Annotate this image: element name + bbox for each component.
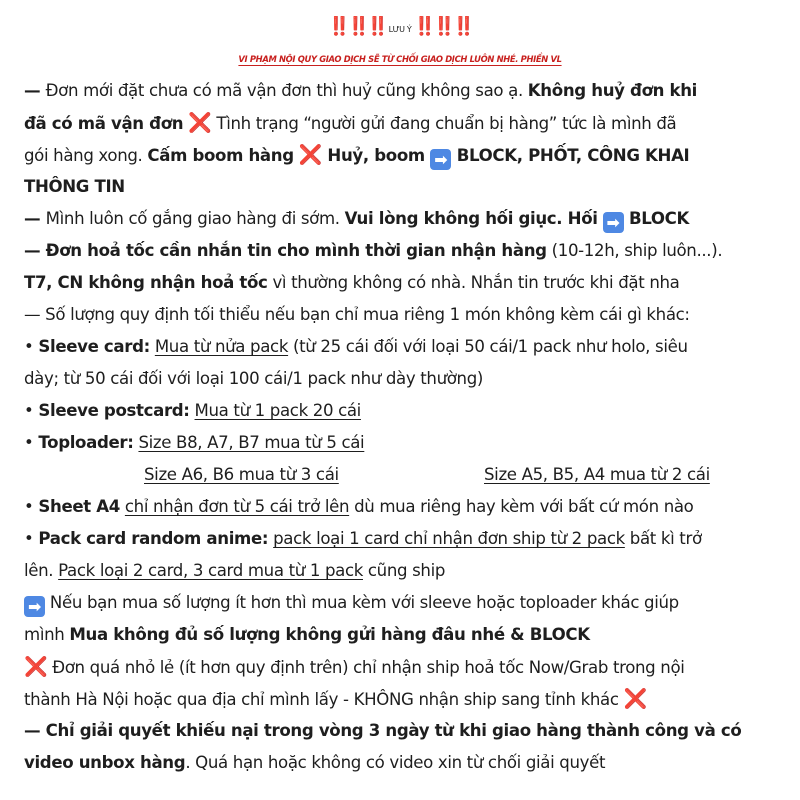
rule-sheet-a4 — [24, 491, 784, 523]
text: . Quá hạn hoặc không có video xin từ chối giải quyết — [185, 753, 606, 772]
rule-complaint-line-1 — [24, 715, 784, 747]
item-rule: Size A6, B6 mua từ 3 cái — [144, 465, 339, 484]
rule-minimum-intro — [24, 299, 784, 331]
cross-mark-icon: ❌ — [298, 144, 322, 166]
right-arrow-icon: ➡ — [430, 149, 451, 170]
right-arrow-icon: ➡ — [24, 596, 45, 617]
item-rule: Pack loại 2 card, 3 card mua từ 1 pack — [58, 561, 363, 580]
double-exclamation-icon: ‼️‼️‼️ — [328, 16, 387, 37]
bullet: • — [24, 497, 39, 516]
text: thành Hà Nội hoặc qua địa chỉ mình lấy - KHÔNG nhận ship sang tỉnh khác — [24, 690, 624, 709]
item-rule: Mua từ 1 pack 20 cái — [194, 401, 361, 420]
rule-complaint-line-2 — [24, 747, 784, 779]
bold-text: BLOCK, PHỐT, CÔNG KHAI — [451, 146, 690, 165]
item-rule: chỉ nhận đơn từ 5 cái trở lên — [124, 497, 350, 516]
rule-cancel-line-3 — [24, 139, 784, 172]
rule-cancel-line-2 — [24, 107, 784, 140]
rule-sleeve-postcard — [24, 395, 784, 427]
rule-combo-line-2 — [24, 619, 784, 651]
bold-text: Mua không đủ số lượng không gửi hàng đâu nhé & BLOCK — [69, 625, 590, 644]
bold-text: đã có mã vận đơn — [24, 114, 184, 133]
rule-pack-line-2 — [24, 555, 784, 587]
rule-pack-line-1 — [24, 523, 784, 555]
bullet: • — [24, 529, 39, 548]
violation-warning — [0, 43, 800, 75]
cross-mark-icon: ❌ — [24, 656, 48, 678]
text: Đơn quá nhỏ lẻ (ít hơn quy định trên) chỉ nhận ship hoả tốc Now/Grab trong nội — [47, 658, 685, 677]
bullet: • — [24, 401, 39, 420]
bold-text: — Đơn hoả tốc cần nhắn tin cho mình thời gian nhận hàng — [24, 241, 547, 260]
rule-express-line-1 — [24, 235, 784, 267]
bold-text: — Chỉ giải quyết khiếu nại trong vòng 3 ngày từ khi giao hàng thành công và có — [24, 721, 742, 740]
text: dày; từ 50 cái đối với loại 100 cái/1 pack như dày thường) — [24, 369, 484, 388]
cross-mark-icon: ❌ — [623, 688, 647, 710]
bold-text: BLOCK — [623, 209, 689, 228]
rule-combo-line-1 — [24, 587, 784, 619]
right-arrow-icon: ➡ — [603, 212, 624, 233]
rule-small-order-line-2 — [24, 683, 784, 716]
bold-text: T7, CN không nhận hoả tốc — [24, 273, 268, 292]
item-label: Sheet A4 — [38, 497, 120, 516]
bold-text: Không huỷ đơn khi — [527, 81, 698, 100]
item-label: Toploader: — [38, 433, 134, 452]
text: (từ 25 cái đối với loại 50 cái/1 pack như holo, siêu — [288, 337, 688, 356]
rule-express-line-2 — [24, 267, 784, 299]
text: gói hàng xong. — [24, 146, 148, 165]
item-label: Sleeve postcard: — [38, 401, 190, 420]
text: Mình luôn cố gắng giao hàng đi sớm. — [45, 209, 345, 228]
text: dù mua riêng hay kèm với bất cứ món nào — [349, 497, 694, 516]
text: Đơn mới đặt chưa có mã vận đơn thì huỷ cũng không sao ạ. — [45, 81, 528, 100]
item-rule: Size A5, B5, A4 mua từ 2 cái — [484, 465, 710, 484]
bold-text: Vui lòng không hối giục. Hối — [344, 209, 598, 228]
item-rule: pack loại 1 card chỉ nhận đơn ship từ 2 pack — [273, 529, 625, 548]
rule-cancel-line-4 — [24, 171, 784, 203]
dash: — — [24, 81, 46, 100]
text: bất kì trở — [624, 529, 702, 548]
item-rule: Size B8, A7, B7 mua từ 5 cái — [138, 433, 365, 452]
text: vì thường không có nhà. Nhắn tin trước khi đặt nha — [267, 273, 680, 292]
notice-header — [0, 11, 800, 46]
text: mình — [24, 625, 70, 644]
text: Nếu bạn mua số lượng ít hơn thì mua kèm với sleeve hoặc toploader khác giúp — [45, 593, 679, 612]
text: — Số lượng quy định tối thiểu nếu bạn chỉ mua riêng 1 món không kèm cái gì khác: — [24, 305, 690, 324]
double-exclamation-icon: ‼️‼️‼️ — [413, 16, 472, 37]
warning-text: VI PHẠM NỘI QUY GIAO DỊCH SẼ TỪ CHỐI GIAO DỊCH LUÔN NHÉ. PHIỀN VL — [238, 54, 562, 64]
rule-no-rush — [24, 203, 784, 235]
notice-title: LƯU Ý — [388, 25, 412, 34]
dash: — — [24, 209, 46, 228]
bold-text: video unbox hàng — [24, 753, 186, 772]
item-label: Sleeve card: — [38, 337, 150, 356]
text: cũng ship — [362, 561, 446, 580]
item-label: Pack card random anime: — [38, 529, 269, 548]
bold-text: Huỷ, boom — [322, 146, 431, 165]
bullet: • — [24, 337, 39, 356]
rule-toploader-line-1 — [24, 427, 784, 459]
rule-sleeve-card-line-2 — [24, 363, 784, 395]
item-rule: Mua từ nửa pack — [154, 337, 289, 356]
cross-mark-icon: ❌ — [188, 112, 212, 134]
bold-text: Cấm boom hàng — [147, 146, 294, 165]
rule-small-order-line-1 — [24, 651, 784, 684]
text: (10-12h, ship luôn...). — [546, 241, 723, 260]
rule-sleeve-card-line-1 — [24, 331, 784, 363]
text: lên. — [24, 561, 59, 580]
bold-text: THÔNG TIN — [24, 177, 125, 196]
text: Tình trạng “người gửi đang chuẩn bị hàng” tức là mình đã — [211, 114, 677, 133]
rule-cancel-line-1 — [24, 75, 784, 107]
bullet: • — [24, 433, 39, 452]
